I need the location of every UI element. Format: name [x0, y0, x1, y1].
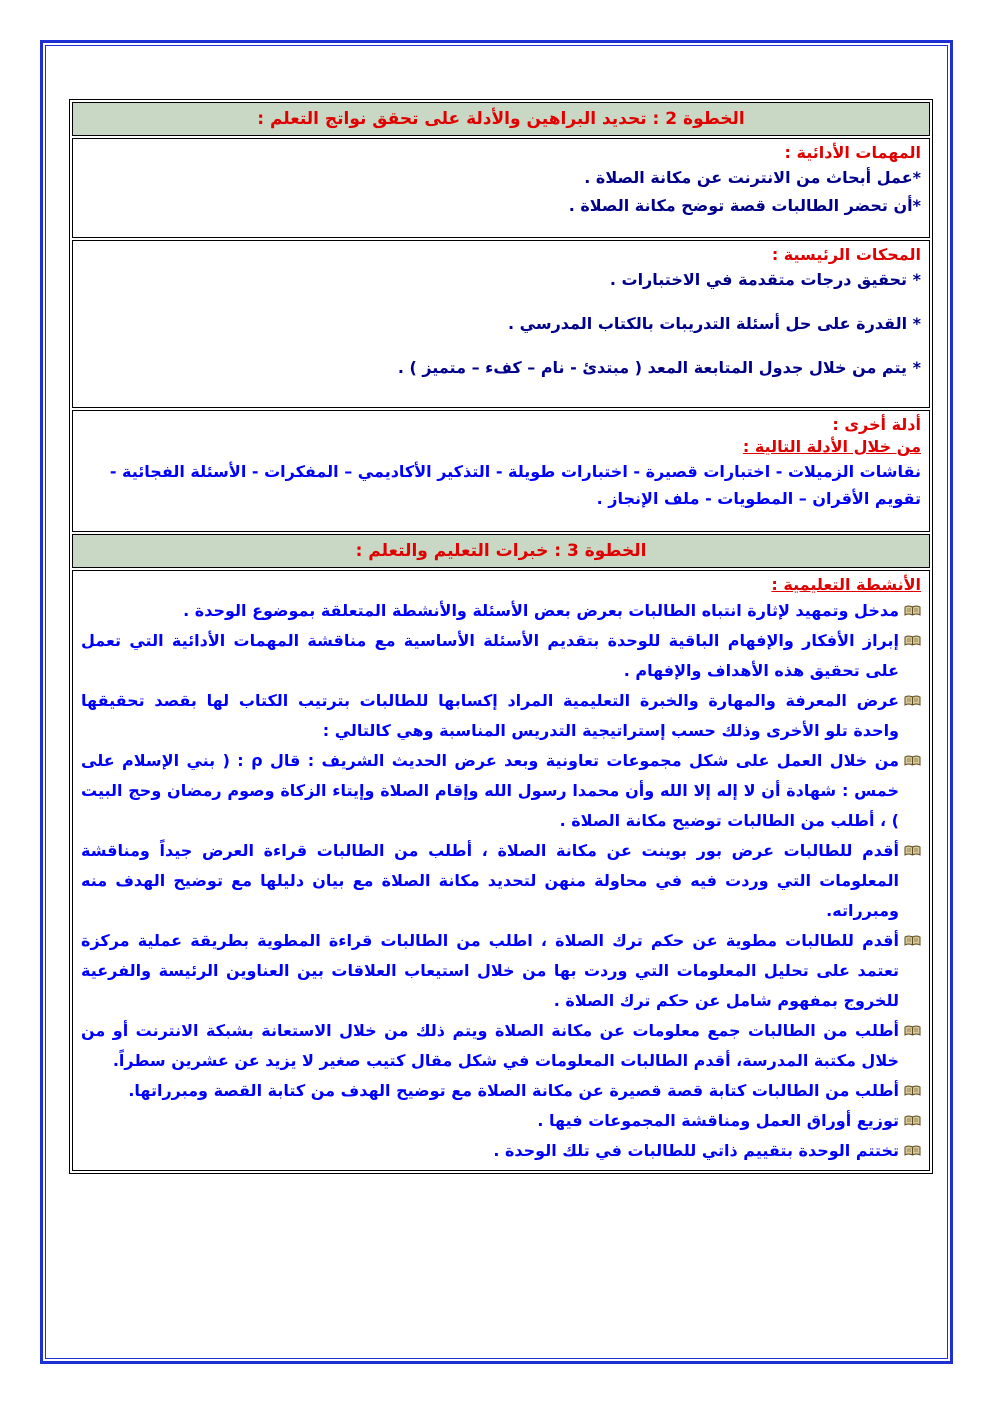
book-icon — [904, 1115, 921, 1126]
criteria-item: * تحقيق درجات متقدمة في الاختبارات . — [609, 270, 921, 289]
criteria-item: * القدرة على حل أسئلة التدريبات بالكتاب المدرسي . — [508, 314, 921, 333]
performance-tasks-title: المهمات الأدائية : — [784, 143, 921, 162]
step3-header: الخطوة 3 : خبرات التعليم والتعلم : — [72, 534, 930, 568]
activity-item — [81, 686, 921, 746]
activity-item — [81, 746, 921, 836]
activities-title: الأنشطة التعليمية : — [771, 575, 921, 594]
activity-item — [81, 1076, 921, 1106]
activity-text: توزيع أوراق العمل ومناقشة المجموعات فيها . — [537, 1111, 899, 1130]
book-icon — [904, 635, 921, 646]
activity-item — [81, 626, 921, 686]
book-icon — [904, 695, 921, 706]
activity-item — [81, 1016, 921, 1076]
book-icon — [904, 605, 921, 616]
book-icon — [904, 1025, 921, 1036]
activity-text: مدخل وتمهيد لإثارة انتباه الطالبات بعرض بعض الأسئلة والأنشطة المتعلقة بموضوع الوحدة . — [183, 601, 899, 620]
activities-section — [72, 570, 930, 1171]
activity-text: إبراز الأفكار والإفهام الباقية للوحدة بتقديم الأسئلة الأساسية مع مناقشة المهمات الأدائية التي تعمل على تحقيق هذه الأهداف والإفهام . — [81, 631, 899, 680]
other-evidence-section — [72, 410, 930, 532]
activity-text: أقدم للطالبات عرض بور بوينت عن مكانة الصلاة ، أطلب من الطالبات قراءة العرض جيداً ومناقشة المعلومات التي وردت فيه في محاولة منهن لتحديد مكانة الصلاة مع بيان دليلها مع توضيح الهدف منه ومبرراته. — [81, 841, 899, 920]
activity-text: أطلب من الطالبات جمع معلومات عن مكانة الصلاة ويتم ذلك من خلال الاستعانة بشبكة الانترنت أو من خلال مكتبة المدرسة، أقدم الطالبات المعلومات في شكل مقال كتيب صغير لا يزيد عن عشرين سطراً. — [81, 1021, 899, 1070]
book-icon — [904, 845, 921, 856]
performance-task-item: *عمل أبحاث من الانترنت عن مكانة الصلاة . — [584, 168, 921, 187]
activity-item — [81, 836, 921, 926]
activities-list — [81, 596, 921, 1166]
activity-text: تختتم الوحدة بتقييم ذاتي للطالبات في تلك الوحدة . — [493, 1141, 899, 1160]
step2-header: الخطوة 2 : تحديد البراهين والأدلة على تحقق نواتج التعلم : — [72, 102, 930, 136]
activity-text: أطلب من الطالبات كتابة قصة قصيرة عن مكانة الصلاة مع توضيح الهدف من كتابة القصة ومبرراتها. — [128, 1081, 899, 1100]
performance-tasks-section — [72, 138, 930, 238]
criteria-title: المحكات الرئيسية : — [771, 245, 921, 264]
book-icon — [904, 1085, 921, 1096]
performance-task-item: *أن تحضر الطالبات قصة توضح مكانة الصلاة . — [568, 196, 921, 215]
book-icon — [904, 1145, 921, 1156]
activity-item — [81, 1106, 921, 1136]
activity-text: عرض المعرفة والمهارة والخبرة التعليمية المراد إكسابها للطالبات بترتيب الكتاب لها بقصد تحقيقها واحدة تلو الأخرى وذلك حسب إستراتيجية التدريس المناسبة وهي كالتالي : — [81, 691, 899, 740]
activity-text: أقدم للطالبات مطوية عن حكم ترك الصلاة ، اطلب من الطالبات قراءة المطوية بطريقة عملية مركزة تعتمد على تحليل المعلومات التي وردت بها من خلال استيعاب العلاقات بين العناوين الرئيسة والفرعية للخروج بمفهوم شامل عن حكم ترك الصلاة . — [81, 931, 899, 1010]
book-icon — [904, 755, 921, 766]
activity-item — [81, 1136, 921, 1166]
other-evidence-subtitle: من خلال الأدلة التالية : — [742, 437, 921, 456]
book-icon — [904, 935, 921, 946]
activity-item — [81, 596, 921, 626]
other-evidence-text: نقاشات الزميلات - اختبارات قصيرة - اختبارات طويلة - التذكير الأكاديمي – المفكرات - الأسئلة الفجائية - تقويم الأقران – المطويات - ملف الإنجاز . — [109, 462, 921, 508]
other-evidence-title: أدلة أخرى : — [832, 415, 921, 434]
activity-text: من خلال العمل على شكل مجموعات تعاونية وبعد عرض الحديث الشريف : قال ρ : ( بني الإسلام على خمس : شهادة أن لا إله إلا الله وأن محمدا رسول الله وإقام الصلاة وإيتاء الزكاة وصوم رمضان وحج البيت ) ، أطلب من الطالبات توضيح مكانة الصلاة . — [81, 751, 899, 830]
activity-item — [81, 926, 921, 1016]
criteria-item: * يتم من خلال جدول المتابعة المعد ( مبتدئ - نام – كفء – متميز ) . — [397, 358, 921, 377]
lesson-plan-table — [69, 99, 933, 1174]
criteria-section — [72, 240, 930, 408]
